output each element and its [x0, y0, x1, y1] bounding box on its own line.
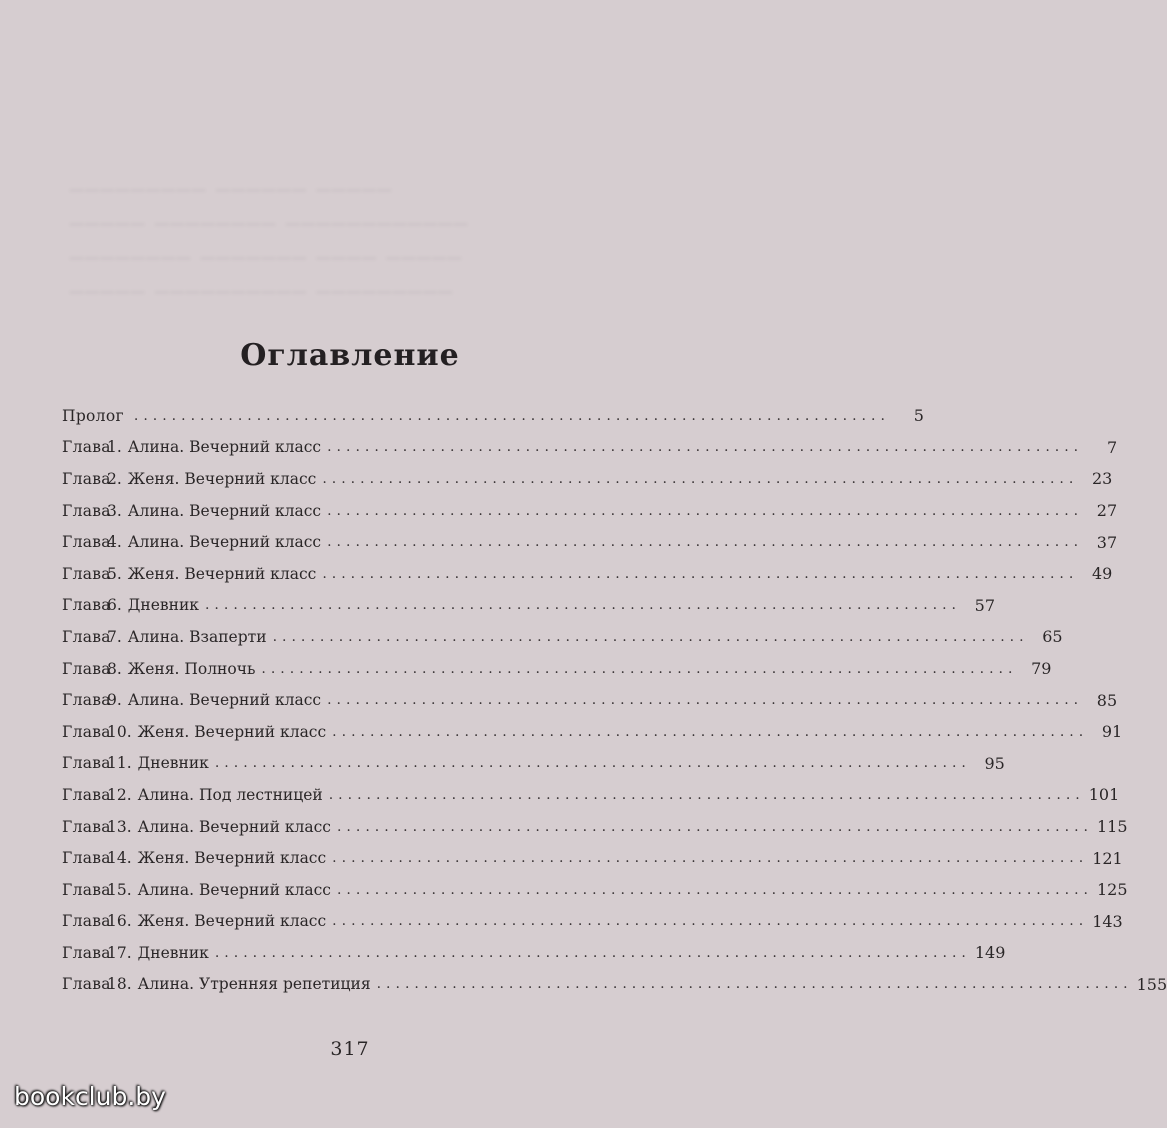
toc-entry-title: Алина. Утренняя репетиция — [137, 975, 371, 994]
toc-leader-dots: ................................................................................ — [261, 660, 1018, 677]
toc-entry-number: 13. — [107, 817, 132, 836]
toc-leader-dots: ................................................................................ — [332, 723, 1089, 740]
toc-leader-dots: ................................................................................ — [327, 439, 1084, 456]
toc-entry-number: 15. — [107, 880, 132, 899]
toc-entry-title: Алина. Вечерний класс — [127, 501, 322, 520]
toc-entry-number: 11. — [107, 754, 132, 773]
toc-entry — [62, 906, 1123, 938]
toc-entry-number: 2. — [107, 469, 122, 488]
toc-entry-number: 18. — [107, 975, 132, 994]
toc-entry-number: 4. — [107, 533, 122, 552]
toc-entry-title: Алина. Вечерний класс — [127, 533, 322, 552]
toc-leader-dots: ................................................................................ — [322, 470, 1079, 487]
toc-leader-dots: ................................................................................ — [336, 818, 1093, 835]
toc-entry — [62, 526, 1118, 558]
toc-entry-page: 49 — [1091, 564, 1113, 584]
toc-entry-label: Глава — [62, 533, 111, 552]
toc-entry-number: 16. — [107, 912, 132, 931]
toc-entry — [62, 432, 1118, 464]
toc-entry-label: Глава — [62, 627, 111, 646]
toc-entry-title: Женя. Вечерний класс — [137, 849, 327, 868]
toc-entry-page: 5 — [913, 406, 924, 426]
toc-entry-label: Глава — [62, 438, 111, 457]
toc-leader-dots: ................................................................................ — [322, 565, 1079, 582]
toc-leader-dots: ................................................................................ — [214, 755, 971, 772]
toc-entry-page: 95 — [984, 753, 1005, 773]
page-title: Оглавление — [240, 338, 460, 373]
toc-entry-title: Дневник — [137, 943, 209, 962]
toc-entry-label: Глава — [62, 722, 111, 741]
toc-leader-dots: ................................................................................ — [328, 786, 1085, 803]
toc-entry-page: 65 — [1042, 627, 1063, 647]
toc-entry-page: 125 — [1096, 880, 1128, 900]
toc-entry-title: Женя. Вечерний класс — [137, 912, 327, 931]
toc-entry-title: Женя. Вечерний класс — [137, 722, 327, 741]
toc-leader-dots: ................................................................................ — [133, 407, 890, 424]
toc-entry-label: Глава — [62, 785, 111, 804]
toc-entry-number: 5. — [107, 564, 122, 583]
toc-leader-dots: ................................................................................ — [332, 850, 1089, 867]
toc-entry — [62, 842, 1123, 874]
toc-leader-dots: ................................................................................ — [327, 692, 1084, 709]
toc-entry-title: Женя. Полночь — [127, 659, 256, 678]
toc-entry-title: Женя. Вечерний класс — [127, 469, 317, 488]
toc-leader-dots: ................................................................................ — [272, 628, 1029, 645]
toc-entry-number: 1. — [107, 438, 122, 457]
toc-entry-label: Глава — [62, 975, 111, 994]
toc-leader-dots: ................................................................................ — [376, 976, 1133, 993]
site-watermark: bookclub.by — [14, 1082, 166, 1111]
toc-entry — [62, 558, 1113, 590]
toc-entry-title: Алина. Вечерний класс — [127, 438, 322, 457]
toc-entry — [62, 590, 995, 622]
toc-entry — [62, 716, 1123, 748]
toc-entry-number: 10. — [107, 722, 132, 741]
toc-entry-page: 57 — [974, 595, 995, 615]
toc-entry-label: Глава — [62, 659, 111, 678]
toc-entry-number: 9. — [107, 691, 122, 710]
toc-entry-number: 14. — [107, 849, 132, 868]
toc-entry-number: 17. — [107, 943, 132, 962]
toc-entry-number: 7. — [107, 627, 122, 646]
toc-entry-page: 149 — [974, 943, 1006, 963]
toc-entry-number: 6. — [107, 596, 122, 615]
toc-entry-label: Глава — [62, 754, 111, 773]
toc-entry-title: Дневник — [137, 754, 209, 773]
toc-entry-label: Пролог — [62, 406, 124, 425]
toc-entry-label: Глава — [62, 469, 111, 488]
toc-entry-label: Глава — [62, 817, 111, 836]
toc-entry-number: 8. — [107, 659, 122, 678]
toc-entry-title: Дневник — [127, 596, 199, 615]
toc-entry-label: Глава — [62, 501, 111, 520]
toc-entry-title: Алина. Под лестницей — [137, 785, 323, 804]
toc-entry-page: 115 — [1096, 817, 1128, 837]
toc-entry-title: Женя. Вечерний класс — [127, 564, 317, 583]
toc-leader-dots: ................................................................................ — [336, 881, 1093, 898]
toc-entry-label: Глава — [62, 691, 111, 710]
toc-entry-page: 85 — [1096, 690, 1118, 710]
table-of-contents — [62, 400, 1167, 1000]
toc-entry-title: Алина. Вечерний класс — [137, 880, 331, 899]
toc-entry-page: 27 — [1096, 501, 1118, 521]
toc-entry-label: Глава — [62, 943, 111, 962]
toc-entry-page: 79 — [1031, 659, 1052, 679]
toc-entry-page: 143 — [1092, 911, 1123, 931]
toc-entry-number: 12. — [107, 785, 132, 804]
toc-entry — [62, 748, 1005, 780]
toc-entry-page: 121 — [1092, 848, 1123, 868]
toc-entry — [62, 779, 1120, 811]
toc-entry-label: Глава — [62, 564, 111, 583]
toc-entry-label: Глава — [62, 596, 111, 615]
toc-entry — [62, 811, 1128, 843]
toc-entry-label: Глава — [62, 849, 111, 868]
toc-leader-dots: ................................................................................ — [327, 534, 1084, 551]
toc-entry-page: 91 — [1101, 722, 1123, 742]
toc-entry-label: Глава — [62, 912, 111, 931]
toc-entry-page: 37 — [1096, 532, 1118, 552]
toc-entry — [62, 937, 1006, 969]
toc-entry — [62, 969, 1167, 1001]
toc-entry — [62, 400, 924, 432]
toc-entry-label: Глава — [62, 880, 111, 899]
page-number: 317 — [330, 1038, 370, 1060]
toc-entry-title: Алина. Вечерний класс — [127, 691, 322, 710]
toc-leader-dots: ................................................................................ — [332, 913, 1089, 930]
toc-entry — [62, 463, 1113, 495]
toc-entry — [62, 684, 1118, 716]
toc-leader-dots: ................................................................................ — [327, 502, 1084, 519]
toc-entry-page: 155 — [1136, 974, 1167, 994]
toc-leader-dots: ................................................................................ — [214, 944, 971, 961]
toc-entry — [62, 874, 1128, 906]
toc-entry-number: 3. — [107, 501, 122, 520]
bleed-through-text: ───────── ────── ───── ───── ──────── ──────────── ──────── ─────── ──── ───── ───── ────────── ───────── — [70, 179, 470, 306]
toc-entry — [62, 495, 1118, 527]
toc-entry — [62, 653, 1052, 685]
toc-leader-dots: ................................................................................ — [204, 597, 961, 614]
toc-entry-title: Алина. Вечерний класс — [137, 817, 331, 836]
toc-entry-page: 101 — [1088, 785, 1120, 805]
toc-entry — [62, 621, 1063, 653]
toc-entry-title: Алина. Взаперти — [127, 627, 267, 646]
toc-entry-page: 7 — [1106, 437, 1118, 457]
toc-entry-page: 23 — [1091, 469, 1113, 489]
